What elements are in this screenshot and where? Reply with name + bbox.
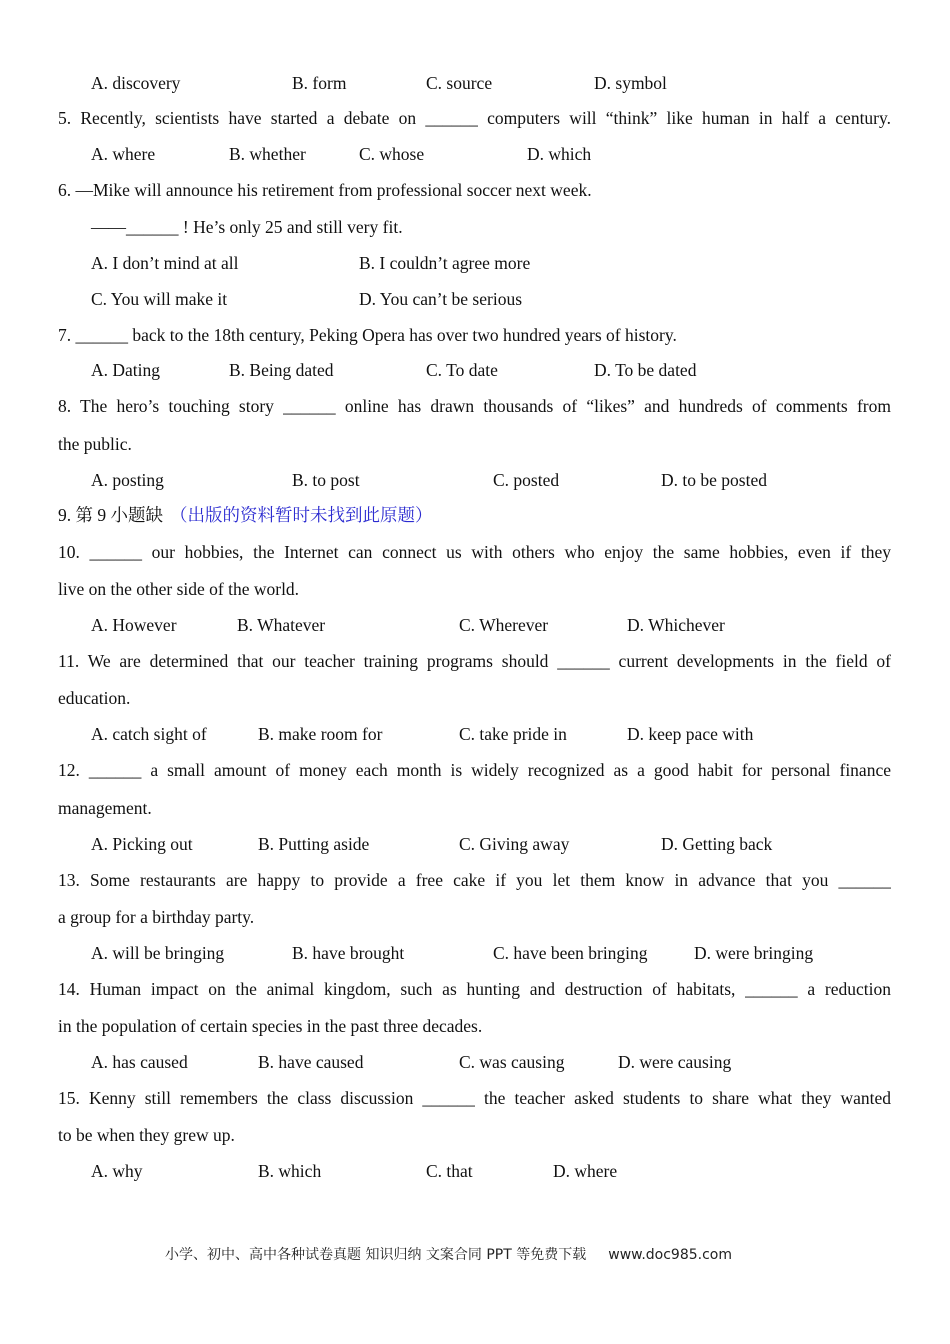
question-stem-continued: in the population of certain species in the past three decades.: [58, 1016, 483, 1036]
option-c: C. You will make it: [91, 289, 228, 309]
option-b: B. form: [292, 73, 347, 93]
footer-url[interactable]: www.doc985.com: [608, 1247, 732, 1263]
option-d: D. symbol: [594, 73, 667, 93]
option-c: C. have been bringing: [493, 943, 648, 963]
option-d: D. where: [553, 1161, 618, 1181]
question-stem: 5. Recently, scientists have started a debate on ______ computers will “think” like human in half a century.: [58, 108, 891, 128]
option-a: A. why: [91, 1161, 143, 1181]
option-b: B. whether: [229, 144, 306, 164]
option-d: D. To be dated: [594, 360, 697, 380]
option-c: C. that: [426, 1161, 473, 1181]
missing-question-note: （出版的资料暂时未找到此原题）: [170, 505, 433, 525]
option-d: D. which: [527, 144, 592, 164]
question-stem-continued: management.: [58, 798, 152, 818]
option-c: C. source: [426, 73, 493, 93]
option-a: A. where: [91, 144, 156, 164]
option-d: D. were causing: [618, 1052, 732, 1072]
question-stem: 7. ______ back to the 18th century, Peking Opera has over two hundred years of history.: [58, 325, 677, 345]
question-stem-continued: a group for a birthday party.: [58, 907, 255, 927]
option-d: D. keep pace with: [627, 724, 754, 744]
option-b: B. which: [258, 1161, 322, 1181]
option-b: B. I couldn’t agree more: [359, 253, 531, 273]
option-c: C. posted: [493, 470, 560, 490]
option-c: C. whose: [359, 144, 425, 164]
option-a: A. I don’t mind at all: [91, 253, 239, 273]
option-a: A. catch sight of: [91, 724, 207, 744]
option-c: C. was causing: [459, 1052, 565, 1072]
question-stem: 8. The hero’s touching story ______ online has drawn thousands of “likes” and hundreds of comments from: [58, 396, 891, 416]
question-stem: 13. Some restaurants are happy to provide a free cake if you let them know in advance that you ______: [58, 870, 891, 890]
question-stem: 14. Human impact on the animal kingdom, such as hunting and destruction of habitats, ______ a reduction: [58, 979, 891, 999]
dialogue-reply: ——______ ! He’s only 25 and still very fit.: [91, 217, 403, 237]
option-a: A. has caused: [91, 1052, 188, 1072]
option-b: B. Being dated: [229, 360, 334, 380]
footer-text: 小学、初中、高中各种试卷真题 知识归纳 文案合同 PPT 等免费下载: [165, 1247, 587, 1263]
option-d: D. to be posted: [661, 470, 767, 490]
option-a: A. posting: [91, 470, 164, 490]
question-stem: 11. We are determined that our teacher training programs should ______ current developments in the field of: [58, 651, 891, 671]
option-b: B. Putting aside: [258, 834, 370, 854]
question-stem: 12. ______ a small amount of money each month is widely recognized as a good habit for personal finance: [58, 760, 891, 780]
option-a: A. Picking out: [91, 834, 193, 854]
question-stem-continued: to be when they grew up.: [58, 1125, 235, 1145]
option-b: B. have caused: [258, 1052, 364, 1072]
question-stem: 9. 第 9 小题缺: [58, 505, 163, 525]
option-c: C. take pride in: [459, 724, 567, 744]
option-a: A. discovery: [91, 73, 181, 93]
question-stem-continued: the public.: [58, 434, 132, 454]
option-d: D. were bringing: [694, 943, 814, 963]
question-stem-continued: education.: [58, 688, 131, 708]
option-a: A. will be bringing: [91, 943, 225, 963]
option-c: C. Wherever: [459, 615, 549, 635]
option-b: B. to post: [292, 470, 360, 490]
option-d: D. Getting back: [661, 834, 773, 854]
question-stem-continued: live on the other side of the world.: [58, 579, 300, 599]
option-c: C. To date: [426, 360, 498, 380]
page-footer: [165, 1244, 732, 1264]
option-b: B. Whatever: [237, 615, 326, 635]
option-b: B. make room for: [258, 724, 383, 744]
option-c: C. Giving away: [459, 834, 570, 854]
question-stem: 15. Kenny still remembers the class discussion ______ the teacher asked students to share what they wanted: [58, 1088, 891, 1108]
question-stem: 6. —Mike will announce his retirement from professional soccer next week.: [58, 180, 592, 200]
option-b: B. have brought: [292, 943, 405, 963]
option-a: A. However: [91, 615, 177, 635]
question-stem: 10. ______ our hobbies, the Internet can connect us with others who enjoy the same hobbies, even if they: [58, 542, 891, 562]
option-d: D. Whichever: [627, 615, 725, 635]
option-d: D. You can’t be serious: [359, 289, 523, 309]
option-a: A. Dating: [91, 360, 161, 380]
